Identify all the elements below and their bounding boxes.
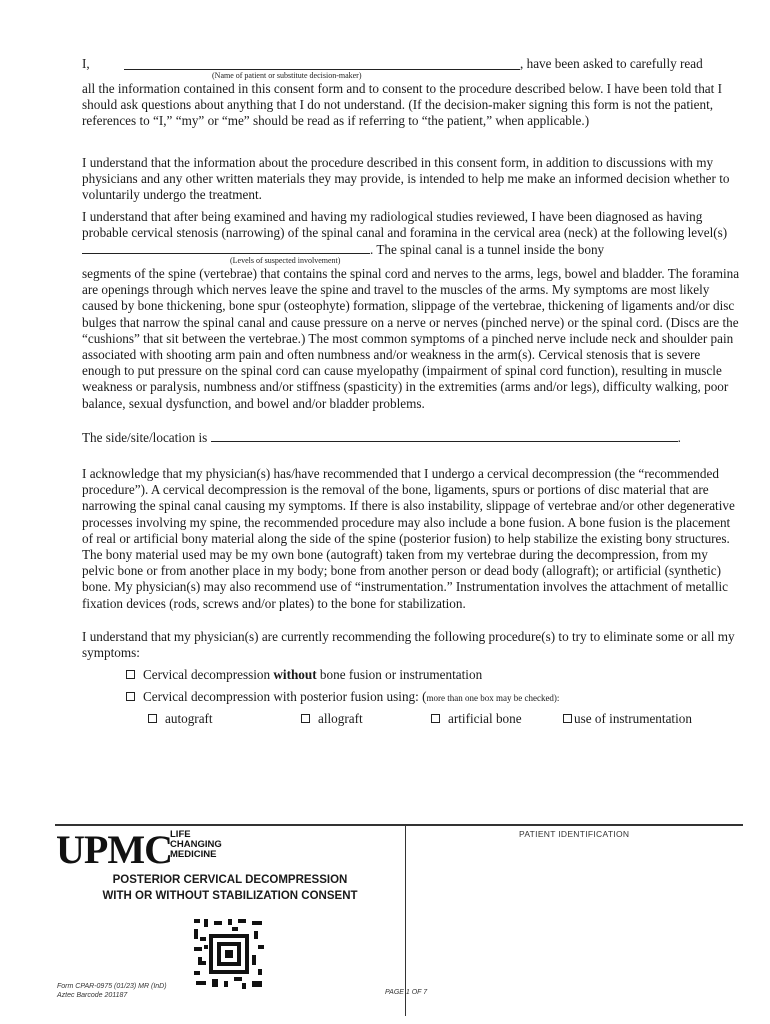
- paragraph-4: segments of the spine (vertebrae) that contains the spinal cord and nerves to the arms, legs, bowel and bladder. The foramina are openings through which nerves leave the spine and travel to the muscles of the arms. My symptoms are most likely caused by bone thickening, bone spur (osteophyte) formation, slippage of the vertebrae, thickening of ligaments and/or disc bulges that narrow the spinal canal and cause pressure on a nerve or nerves (pinched nerve) or the spinal cord. (Discs are the “cushions” that sit between the vertebrae.) The most common symptoms of a pinched nerve include neck and shoulder pain associated with shooting arm pain and often numbness and/or weakness in the arm(s). Cervical stenosis that is severe enough to put pressure on the spinal cord can cause myelopathy (impairment of spinal cord function), resulting in muscle weakness or paralysis, numbness and/or stiffness (spasticity) in the extremities (arms and/or legs), difficulty walking, poor balance, sexual dysfunction, and bowel and/or bladder problems.: [82, 266, 740, 411]
- autograft-label: autograft: [165, 711, 213, 726]
- option-2-note: more than one box may be checked):: [426, 693, 560, 703]
- option-with-fusion[interactable]: [126, 689, 559, 705]
- upmc-logo: UPMC: [56, 827, 172, 872]
- instrumentation-label: use of instrumentation: [574, 711, 692, 726]
- paragraph-1: all the information contained in this consent form and to consent to the procedure described below. I have been told that I should ask questions about anything that I do not understand. (If the decision-maker signing this form is not the patient, references to “I,” “my” or “me” should be read as if referring to “the patient,” when applicable.): [82, 81, 723, 129]
- option-without-fusion[interactable]: [126, 667, 482, 683]
- paragraph-2: I understand that the information about the procedure described in this consent form, in addition to discussions with my physicians and any other written materials they may provide, is intended to help me make an informed decision whether to voluntarily undergo the treatment.: [82, 155, 730, 203]
- paragraph-6: I understand that my physician(s) are currently recommending the following procedure(s) to try to eliminate some or all my symptoms:: [82, 629, 735, 661]
- tagline-line-1: LIFE: [170, 829, 191, 840]
- barcode-number: Aztec Barcode 201187: [57, 992, 128, 999]
- paragraph-3b: . The spinal canal is a tunnel inside the bony: [370, 242, 605, 258]
- option-allograft[interactable]: [301, 711, 363, 727]
- checkbox-artificial-bone[interactable]: [431, 714, 440, 723]
- option-1-text-b: bone fusion or instrumentation: [316, 667, 483, 682]
- asked-text: , have been asked to carefully read: [520, 56, 703, 71]
- paragraph-3: [82, 209, 742, 259]
- checkbox-allograft[interactable]: [301, 714, 310, 723]
- side-site-field[interactable]: [211, 429, 678, 442]
- checkbox-without-fusion[interactable]: [126, 670, 135, 679]
- side-site-label: The side/site/location is: [82, 430, 208, 445]
- side-site-line: The side/site/location is .: [82, 430, 681, 445]
- paragraph-5: I acknowledge that my physician(s) has/have recommended that I undergo a cervical decompression (the “recommended procedure”). A cervical decompression is the removal of the bone, ligaments, spurs or portions of disc material that are narrowing the spinal canal causing my symptoms. If there is also instability, slippage of vertebrae and/or other degenerative processes involving my spine, the recommended procedure may also include a bone fusion. A bone fusion is the placement of real or artificial bony material along the side of the spine (posterior fusion) to help stabilize the existing bony structures. The bony material used may be my own bone (autograft) taken from my vertebrae during the decompression, from my pelvic bone or from another place in my body; bone from another person or dead body (allograft); or artificial (synthetic) bone. My physician(s) may also recommend use of “instrumentation.” Instrumentation involves the attachment of metallic fixation devices (rods, screws and/or plates) to the bone for stabilization.: [82, 466, 735, 611]
- option-1-text-a: Cervical decompression: [143, 667, 274, 682]
- option-instrumentation[interactable]: [563, 711, 692, 727]
- levels-field[interactable]: [82, 241, 370, 254]
- i-label: I,: [82, 56, 90, 71]
- footer-vertical-divider: [405, 826, 406, 1016]
- checkbox-autograft[interactable]: [148, 714, 157, 723]
- checkbox-instrumentation[interactable]: [563, 714, 572, 723]
- artificial-bone-label: artificial bone: [448, 711, 522, 726]
- tagline-line-3: MEDICINE: [170, 849, 217, 860]
- paragraph-3a: I understand that after being examined and having my radiological studies reviewed, I have been diagnosed as having probable cervical stenosis (narrowing) of the spinal canal and foramina in the cervical area (neck) at the following level(s): [82, 209, 728, 241]
- form-title-1: POSTERIOR CERVICAL DECOMPRESSION: [112, 874, 348, 886]
- checkbox-with-fusion[interactable]: [126, 692, 135, 701]
- logo-tagline: [170, 830, 222, 860]
- name-caption: (Name of patient or substitute decision-maker): [212, 71, 362, 80]
- form-title-2: WITH OR WITHOUT STABILIZATION CONSENT: [102, 890, 358, 902]
- allograft-label: allograft: [318, 711, 363, 726]
- tagline-line-2: CHANGING: [170, 839, 222, 850]
- option-1-bold: without: [273, 667, 317, 682]
- aztec-barcode: [192, 917, 266, 991]
- option-autograft[interactable]: [148, 711, 213, 727]
- form-number: Form CPAR-0975 (01/23) MR (InD): [57, 983, 167, 990]
- patient-name-field[interactable]: [124, 57, 520, 70]
- patient-identification-label: PATIENT IDENTIFICATION: [519, 829, 630, 839]
- option-2-text: Cervical decompression with posterior fusion using: (: [143, 689, 427, 704]
- page-number: PAGE 1 OF 7: [385, 989, 428, 996]
- option-artificial-bone[interactable]: [431, 711, 522, 727]
- levels-caption: (Levels of suspected involvement): [230, 256, 341, 265]
